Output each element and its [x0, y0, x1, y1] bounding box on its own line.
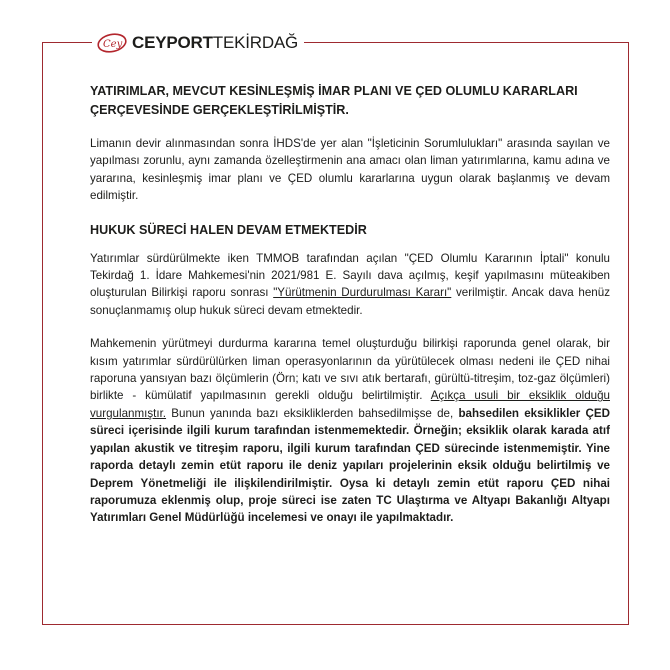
procedural-deficiency-emphasis: Açıkça usuli bir eksiklik olduğu vurgulanmıştır.	[90, 389, 610, 420]
stay-of-execution-quote: "Yürütmenin Durdurulması Kararı"	[273, 286, 452, 300]
paragraph-expert-report-text-2: Bunun yanında bazı eksikliklerden bahsedilmişse de,	[166, 406, 459, 420]
paragraph-legal-process	[90, 250, 610, 320]
section-heading-legal-process: HUKUK SÜRECİ HALEN DEVAM ETMEKTEDİR	[90, 222, 367, 237]
paragraph-legal-process-text-1: Yatırımlar sürdürülmekte iken TMMOB tarafından açılan "ÇED Olumlu Kararının İptali" konulu Tekirdağ 1. İdare Mahkemesi'nin 2021/981 E. Sayılı dava açılmış, keşif yapılmasını müteakiben oluşturulan Bilirkişi raporu sonrası	[90, 251, 610, 300]
statement-body	[90, 82, 610, 543]
ceyport-logo	[92, 30, 304, 56]
logo-brand-bold: CEYPORT	[132, 33, 213, 52]
paragraph-legal-process-text-2: verilmiştir. Ancak dava henüz sonuçlanmamış olup hukuk süreci devam etmektedir.	[90, 286, 610, 317]
ceyport-logo-mark-icon	[96, 32, 128, 54]
logo-text	[132, 33, 298, 53]
paragraph-expert-report	[90, 335, 610, 526]
svg-text:Cey: Cey	[103, 39, 123, 50]
logo-brand-regular: TEKİRDAĞ	[212, 33, 299, 52]
paragraph-expert-report-text-1: Mahkemenin yürütmeyi durdurma kararına temel oluşturduğu bilirkişi raporunda genel olarak, bir kısım yatırımlar sürdürülürken liman operasyonlarının da yürütülecek olması nedeni ile ÇED nihai raporuna yansıyan bazı ölçümlerin (Örn; katı ve sıvı atık bertarafı, gürültü-titreşim, toz-gaz ölçümleri) birlikte - kümülatif yapılmasının gerekli olduğu belirtilmiştir.	[90, 337, 610, 403]
paragraph-expert-report-bold: bahsedilen eksiklikler ÇED süreci içerisinde ilgili kurum tarafından istenmemektedir. Örneğin; eksiklik olarak karada atıf yapılan akustik ve titreşim raporu, ilgili kurum tarafından ÇED sürecinde istenmemiştir. Yine raporda detaylı zemin etüt raporu ile deniz yapıları projelerinin eksik olduğu belirtilmiş ve Deprem Yönetmeliği ile ilişkilendirilmiştir. Oysa ki detaylı zemin etüt raporu ÇED nihai raporumuza eklenmiş olup, proje süreci ise zaten TC Ulaştırma ve Altyapı Bakanlığı Altyapı Yatırımları Genel Müdürlüğü incelemesi ve onayı ile yapılmaktadır.	[90, 406, 610, 525]
paragraph-investments: Limanın devir alınmasından sonra İHDS'de yer alan "İşleticinin Sorumlulukları" arasında sayılan ve yapılması zorunlu, aynı zamanda özelleştirmenin ana amacı olan liman yatırımlarına, kamu adına ve yararına, kesinleşmiş imar planı ve ÇED olumlu kararlarına uygun olarak başlanmış ve devam edilmiştir.	[90, 137, 610, 203]
section-heading-investments: YATIRIMLAR, MEVCUT KESİNLEŞMİŞ İMAR PLANI VE ÇED OLUMLU KARARLARI ÇERÇEVESİNDE GERÇEKLEŞTİRİLMİŞTİR.	[90, 84, 578, 117]
